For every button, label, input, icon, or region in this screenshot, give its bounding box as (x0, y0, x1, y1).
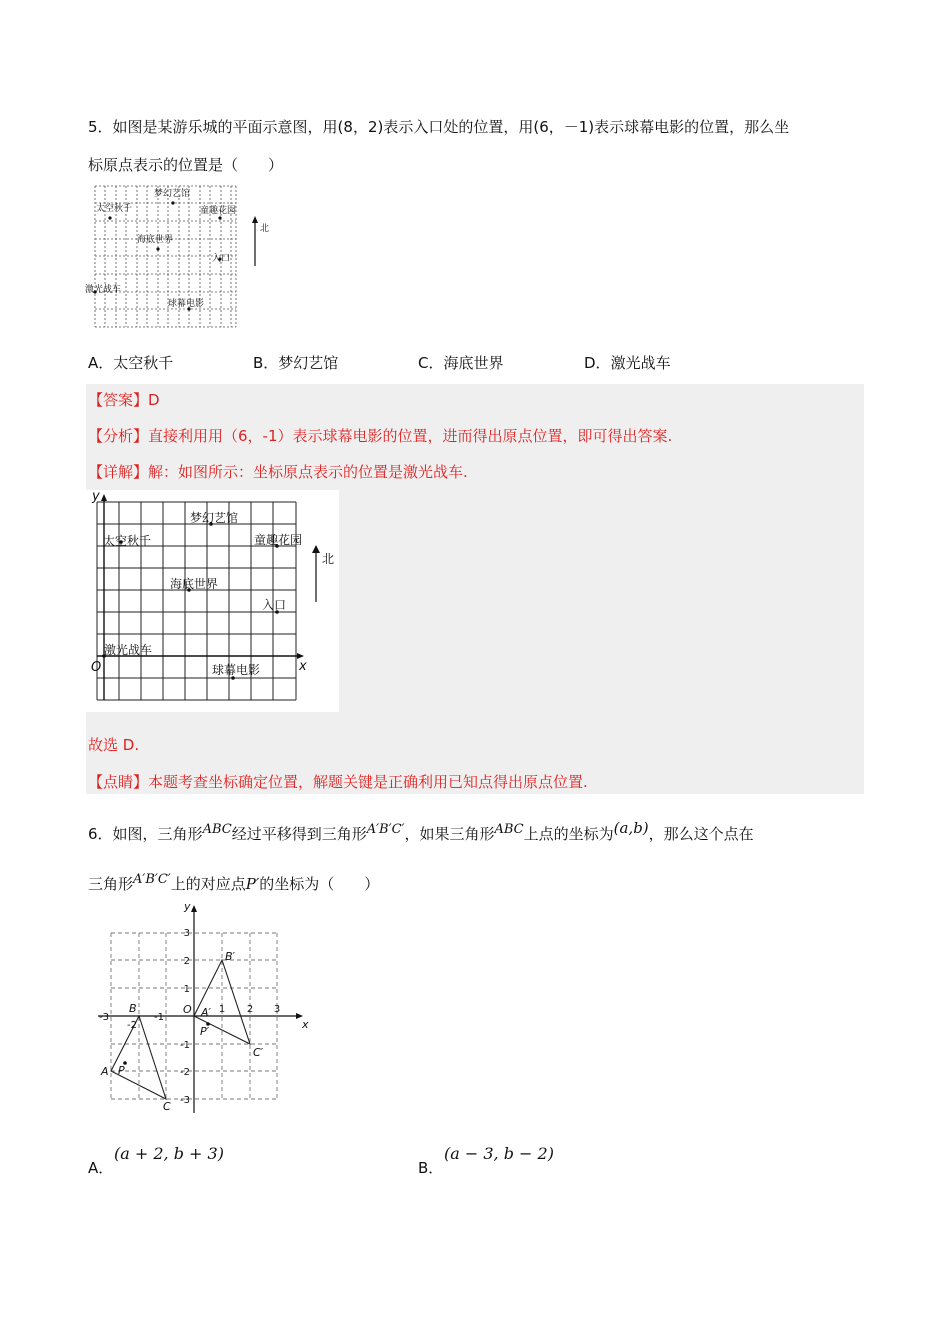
map-label-qiumu: 球幕电影 (168, 299, 205, 309)
map-label-haidi: 海底世界 (137, 235, 174, 245)
sol-label-menghuan: 梦幻艺馆 (190, 511, 239, 525)
q6-x-label: x (302, 1018, 309, 1031)
label-a: A (101, 1065, 109, 1078)
ytick-2: 2 (183, 956, 190, 967)
sol-label-taikong: 太空秋千 (103, 534, 152, 548)
answer-tag: 【答案】 (88, 391, 149, 409)
q6-origin-label: O (183, 1003, 192, 1016)
label-p-prime: P′ (200, 1025, 210, 1038)
xtick-4: 1 (218, 1004, 226, 1015)
q5-park-map (84, 182, 284, 332)
label-a-prime: A′ (201, 1006, 212, 1019)
label-b-prime: B′ (225, 950, 236, 963)
map-label-north: 北 (260, 224, 270, 234)
map-label-taikong: 太空秋千 (96, 204, 133, 214)
q5-stem-line1: 如图是某游乐城的平面示意图，用(8，2)表示入口处的位置，用(6，－1)表示球幕电影的位置，那么坐 (112, 118, 790, 136)
map-label-tongqu: 童趣花园 (200, 206, 237, 216)
ytick-6: -3 (180, 1095, 190, 1106)
answer-line (88, 390, 160, 410)
q6-abc-2: ABC (494, 822, 524, 837)
label-c-prime: C′ (253, 1046, 264, 1059)
map-label-rukou: 入口 (212, 254, 231, 264)
sol-label-jiguang: 激光战车 (104, 643, 153, 657)
xtick-1: -3 (99, 1012, 109, 1023)
label-p: P (118, 1064, 125, 1077)
q6-option-b-formula: (a − 3, b − 2) (444, 1144, 554, 1163)
q5-option-b[interactable]: B．梦幻艺馆 (253, 354, 339, 372)
q5-option-c[interactable]: C．海底世界 (418, 354, 504, 372)
analysis-line (88, 426, 672, 446)
analysis-text: 直接利用用（6，-1）表示球幕电影的位置，进而得出原点位置，即可得出答案. (148, 427, 673, 445)
xtick-5: 2 (246, 1004, 254, 1015)
sol-label-qiumu: 球幕电影 (212, 663, 261, 677)
sol-north-arrow-icon (312, 545, 320, 602)
label-c: C (163, 1100, 171, 1113)
solution-map (86, 490, 339, 712)
map-label-jiguang: 激光战车 (85, 285, 122, 295)
sol-label-north: 北 (322, 552, 335, 566)
sol-label-tongqu: 童趣花园 (254, 533, 303, 547)
sol-label-rukou: 入口 (262, 598, 287, 612)
q6-y-axis-icon (191, 905, 197, 1113)
xtick-3: -1 (154, 1012, 164, 1023)
detail-text: 解：如图所示：坐标原点表示的位置是激光战车. (148, 463, 468, 481)
comment-tag: 【点睛】 (88, 773, 149, 791)
north-arrow-icon (252, 216, 258, 266)
q6-abc: ABC (202, 822, 232, 837)
sol-y-label: y (92, 490, 100, 504)
ytick-1: 3 (183, 928, 190, 939)
map-label-menghuan: 梦幻艺馆 (154, 189, 191, 199)
q6-point: (a,b) (613, 819, 649, 837)
q6-option-a[interactable]: A． (88, 1159, 114, 1177)
q6-number: 6． (88, 825, 113, 843)
q5-number: 5． (88, 118, 113, 136)
ytick-5: -2 (180, 1067, 190, 1078)
q5-line1 (88, 117, 789, 137)
q6-y-label: y (184, 900, 191, 913)
q6-translation-graph (96, 898, 318, 1118)
q6-p-prime: P′ (245, 875, 260, 893)
sol-label-haidi: 海底世界 (170, 577, 219, 591)
triangle-abc (111, 1016, 166, 1099)
q5-option-a[interactable]: A．太空秋千 (88, 354, 174, 372)
q6-abc-prime-2: A′B′C′ (133, 872, 171, 887)
sol-x-label: x (299, 659, 307, 674)
answer-value: D (148, 391, 160, 409)
sol-origin-label: O (91, 660, 102, 675)
conclusion-text: 故选 D. (88, 736, 140, 754)
comment-line (88, 772, 588, 792)
detail-tag: 【详解】 (88, 463, 149, 481)
ytick-4: -1 (180, 1040, 190, 1051)
q6-line2: 三角形$^{A'B'C'}$上的对应点P′的坐标为（ ） (88, 872, 380, 893)
q6-line1: 6．如图，三角形$^{ABC}$经过平移得到三角形$^{A'B'C'}$，如果三角形$^{ABC}$上点的坐标为$^{(a,b)}$，那么这个点在 (88, 819, 754, 843)
label-b: B (129, 1002, 137, 1015)
analysis-tag: 【分析】 (88, 427, 149, 445)
q5-option-d[interactable]: D．激光战车 (584, 354, 671, 372)
detail-line (88, 462, 468, 482)
y-axis-icon (101, 494, 107, 700)
xtick-6: 3 (273, 1004, 281, 1015)
xtick-2: -2 (127, 1020, 137, 1031)
comment-text: 本题考查坐标确定位置，解题关键是正确利用已知点得出原点位置. (148, 773, 588, 791)
q6-abc-prime: A′B′C′ (366, 822, 405, 837)
ytick-3: 1 (183, 984, 190, 995)
q6-option-a-formula: (a + 2, b + 3) (114, 1144, 224, 1163)
q6-option-b[interactable]: B． (418, 1159, 444, 1177)
q5-stem-line2: 标原点表示的位置是（ ） (88, 156, 284, 174)
